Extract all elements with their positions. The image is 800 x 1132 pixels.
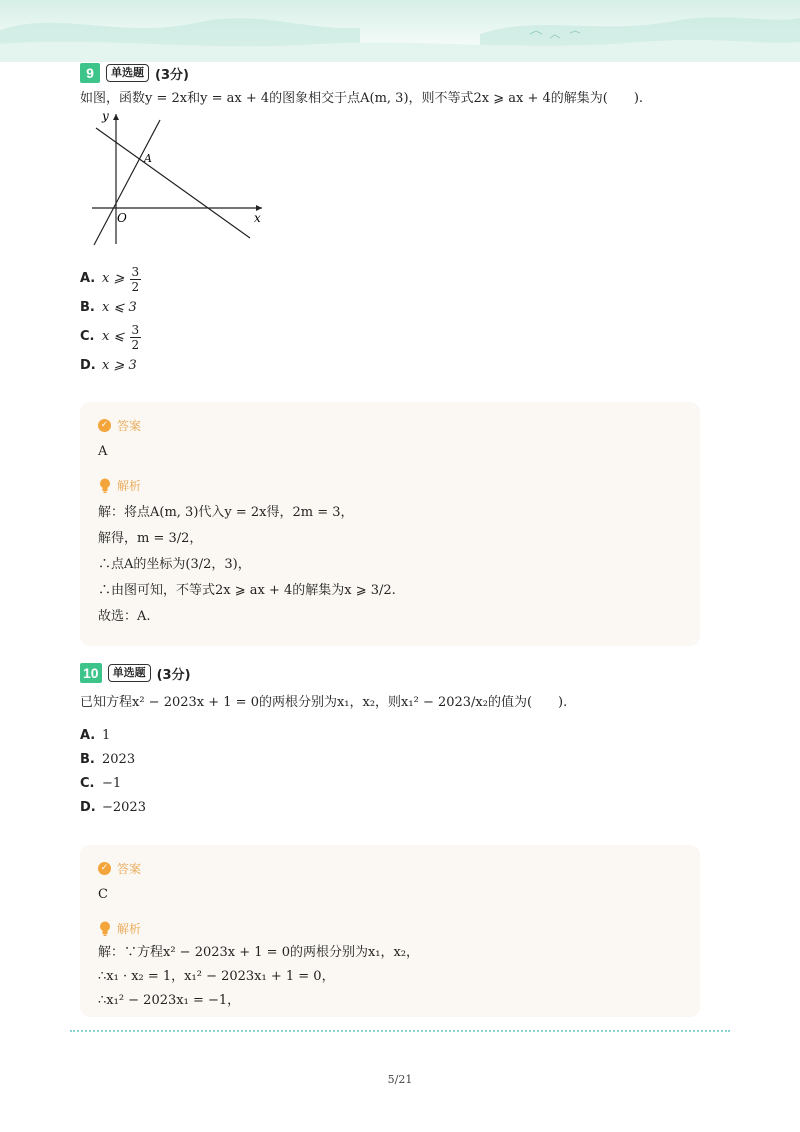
function-graph: [80, 112, 270, 252]
solution-line: 故选：A.: [98, 609, 151, 624]
question-score: (3分): [156, 667, 191, 683]
question-number: 10: [80, 663, 102, 683]
option-b[interactable]: B. x ⩽ 3: [80, 300, 137, 315]
option-b[interactable]: B. 2023: [80, 752, 136, 767]
lightbulb-icon: [98, 921, 111, 936]
question-type-badge: 单选题: [106, 64, 149, 82]
question-header: [80, 662, 700, 684]
lightbulb-icon: [98, 478, 111, 493]
check-icon: ✓: [98, 862, 111, 875]
solution-line: ∴点A的坐标为(3/2，3)，: [98, 557, 251, 572]
y-axis-label: y: [102, 112, 109, 123]
solution: [98, 500, 700, 630]
solution-line: 解：∵方程x² − 2023x + 1 = 0的两根分别为x₁，x₂，: [98, 945, 420, 960]
analysis-tag: 解析: [98, 476, 700, 494]
option-a[interactable]: A. 1: [80, 728, 111, 743]
options-list: [80, 724, 700, 820]
point-a-label: A: [144, 152, 152, 165]
options-list: [80, 262, 700, 378]
answer-box-9: [80, 402, 700, 646]
question-10: [80, 662, 700, 820]
question-stem: 如图，函数y = 2x和y = ax + 4的图象相交于点A(m, 3)，则不等式2x ⩾ ax + 4的解集为( ).: [80, 91, 644, 106]
origin-label: O: [117, 211, 127, 225]
solution-line: ∴由图可知，不等式2x ⩾ ax + 4的解集为x ⩾ 3/2.: [98, 583, 396, 598]
option-a[interactable]: A. x ⩾ $\frac{3}{2}$: [80, 264, 140, 294]
x-axis-label: x: [254, 211, 261, 225]
solution: [98, 941, 700, 1013]
question-number: 9: [80, 63, 100, 83]
solution-line: 解：将点A(m, 3)代入y = 2x得，2m = 3，: [98, 505, 354, 520]
header-decoration: [0, 0, 800, 62]
option-c[interactable]: C. −1: [80, 776, 122, 791]
answer-value: A: [98, 444, 108, 459]
answer-box-10: [80, 845, 700, 1017]
question-score: (3分): [155, 67, 189, 83]
page-number: 5/21: [387, 1073, 413, 1086]
option-c[interactable]: C. x ⩽ $\frac{3}{2}$: [80, 322, 140, 352]
solution-line: ∴x₁² − 2023x₁ = −1，: [98, 993, 241, 1008]
answer-tag: ✓ 答案: [98, 416, 700, 434]
question-header: [80, 62, 700, 84]
analysis-tag: 解析: [98, 919, 700, 937]
question-9: [80, 62, 700, 378]
answer-value: C: [98, 887, 108, 902]
answer-tag: ✓ 答案: [98, 859, 700, 877]
option-d[interactable]: D. −2023: [80, 800, 146, 815]
option-d[interactable]: D. x ⩾ 3: [80, 358, 137, 373]
divider: [70, 1030, 730, 1032]
solution-line: 解得，m = 3/2，: [98, 531, 203, 546]
solution-line: ∴x₁ · x₂ = 1，x₁² − 2023x₁ + 1 = 0，: [98, 969, 335, 984]
question-type-badge: 单选题: [108, 664, 151, 682]
question-stem: 已知方程x² − 2023x + 1 = 0的两根分别为x₁，x₂，则x₁² − 2023/x₂的值为( ).: [80, 695, 568, 710]
check-icon: ✓: [98, 419, 111, 432]
